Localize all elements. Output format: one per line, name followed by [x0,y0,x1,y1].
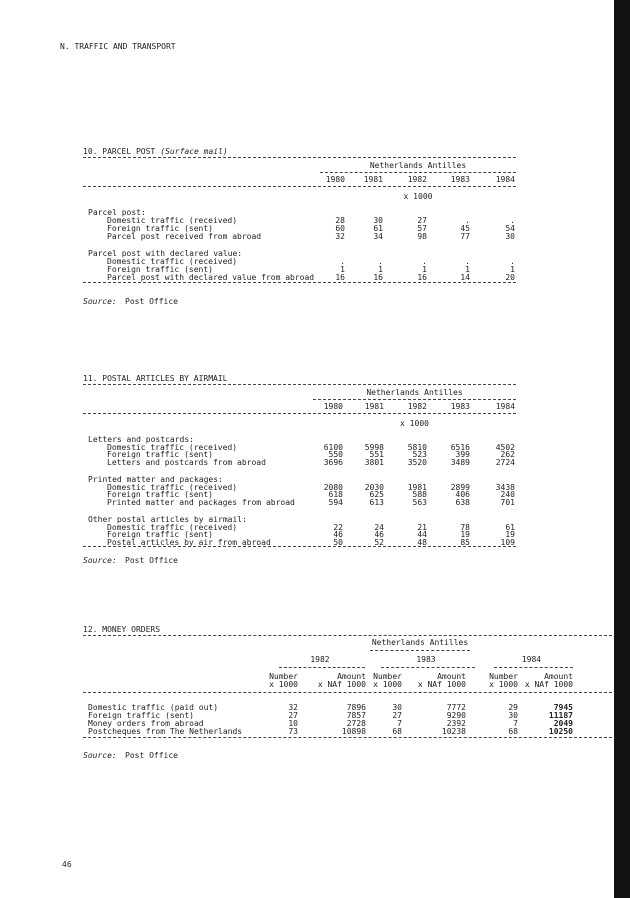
column-header: Number [373,672,402,681]
row-label: Postcheques from The Netherlands [88,727,243,736]
cell-value: 7896 [346,703,366,712]
year-header: 1984 [521,655,542,664]
cell-value: 5810 [407,442,427,452]
page-number: 46 [62,860,72,869]
cell-value: 3696 [323,457,343,467]
cell-value: 27 [417,216,427,225]
cell-value: 613 [369,497,384,507]
year-header: 1982 [310,655,330,664]
row-label: Domestic traffic (received) [107,216,238,225]
cell-value: 2049 [553,719,573,728]
cell-value: 4502 [495,442,515,452]
source-label: Source: [83,297,117,306]
cell-value: . [510,216,515,225]
title-divider [83,635,612,636]
table-title: 12. MONEY ORDERS [83,625,161,634]
title-divider [83,384,516,385]
unit-label: x 1000 [403,192,433,201]
cell-value: 7 [397,719,402,728]
cell-value: 2899 [450,482,470,492]
cell-value: 10238 [441,727,466,736]
year-header: 1982 [407,175,427,184]
row-label: Foreign traffic (sent) [107,490,213,499]
cell-value: 20 [505,273,515,282]
header-divider [83,186,516,187]
group-header: Netherlands Antilles [371,638,469,647]
cell-value: 406 [455,490,470,499]
cell-value: 30 [373,216,383,225]
cell-value: 24 [374,522,384,532]
cell-value: 625 [369,490,384,499]
group-header: Netherlands Antilles [366,388,463,397]
source-text: Post Office [125,751,178,760]
group-header: Netherlands Antilles [369,161,467,170]
source-text: Post Office [125,556,178,565]
title-divider [83,157,516,158]
column-header: Amount [337,672,366,681]
cell-value: 551 [369,450,384,459]
cell-value: 61 [373,224,383,233]
cell-value: 399 [455,450,470,459]
source-text: Post Office [125,297,178,306]
row-label: Foreign traffic (sent) [107,265,213,274]
section-label: Parcel post with declared value: [88,249,243,258]
cell-value: 262 [500,450,515,459]
cell-value: 563 [412,497,427,507]
cell-value: 30 [508,711,518,720]
cell-value: 21 [417,522,427,532]
cell-value: . [465,257,470,266]
cell-value: 1 [510,265,515,274]
table-title-suffix: (Surface mail) [160,147,228,156]
year-divider [279,667,365,668]
year-header: 1983 [450,175,470,184]
header-divider [83,413,516,414]
cell-value: 2728 [346,719,366,728]
column-unit: x 1000 [489,680,518,689]
cell-value: 11187 [548,711,573,720]
cell-value: 6100 [323,442,343,452]
cell-value: 52 [374,537,384,547]
cell-value: 109 [500,537,515,547]
cell-value: 50 [333,537,343,547]
cell-value: 701 [500,497,515,507]
year-header: 1981 [364,402,384,411]
row-label: Domestic traffic (received) [107,482,238,492]
table-bottom-divider [83,282,516,283]
cell-value: 19 [505,530,515,539]
cell-value: 30 [505,232,515,241]
cell-value: 73 [288,727,298,736]
cell-value: 550 [328,450,343,459]
cell-value: 523 [412,450,427,459]
section-label: Other postal articles by airmail: [88,515,247,524]
row-label: Foreign traffic (sent) [107,224,213,233]
cell-value: 48 [417,537,427,547]
cell-value: 1981 [407,482,427,492]
cell-value: 16 [373,273,383,282]
source-label: Source: [83,751,117,760]
cell-value: 44 [417,530,427,539]
row-label: Foreign traffic (sent) [107,530,213,539]
cell-value: . [422,257,427,266]
cell-value: 3438 [495,482,515,492]
year-divider [494,667,573,668]
year-header: 1984 [495,175,515,184]
cell-value: . [465,216,470,225]
column-unit: x NAf 1000 [417,680,466,689]
year-header: 1983 [450,402,470,411]
section-label: Printed matter and packages: [88,475,223,484]
cell-value: 60 [335,224,345,233]
cell-value: 68 [392,727,402,736]
column-header: Number [489,672,518,681]
column-header: Amount [544,672,573,681]
cell-value: 34 [373,232,383,241]
cell-value: 28 [335,216,345,225]
cell-value: . [510,257,515,266]
cell-value: 7 [513,719,518,728]
year-header: 1980 [323,402,343,411]
cell-value: 54 [505,224,515,233]
cell-value: 1 [465,265,470,274]
column-unit: x NAf 1000 [317,680,366,689]
table-title: 10. PARCEL POST [83,147,156,156]
cell-value: 78 [460,522,470,532]
row-label: Letters and postcards from abroad [107,457,266,467]
cell-value: 3520 [407,457,427,467]
column-header: Number [269,672,298,681]
cell-value: 5998 [364,442,384,452]
cell-value: 27 [288,711,298,720]
year-divider [381,667,475,668]
row-label: Domestic traffic (received) [107,522,238,532]
row-label: Domestic traffic (received) [107,257,238,266]
cell-value: 27 [392,711,402,720]
cell-value: 19 [460,530,470,539]
cell-value: 10 [288,719,298,728]
year-header: 1984 [495,402,515,411]
row-label: Parcel post with declared value from abroad [107,273,315,282]
cell-value: . [378,257,383,266]
table-bottom-divider [83,546,516,547]
cell-value: 3801 [364,457,384,467]
cell-value: 68 [508,727,518,736]
cell-value: 240 [500,490,515,499]
row-label: Printed matter and packages from abroad [107,497,295,507]
cell-value: 9290 [446,711,466,720]
year-header: 1982 [407,402,427,411]
cell-value: 594 [328,497,343,507]
cell-value: 29 [508,703,518,712]
group-divider [370,650,470,651]
cell-value: 638 [455,497,470,507]
cell-value: 85 [460,537,470,547]
page-header: N. TRAFFIC AND TRANSPORT [60,42,176,51]
scan-edge [614,0,630,898]
row-label: Domestic traffic (paid out) [88,703,219,712]
section-label: Letters and postcards: [88,435,194,444]
group-divider [320,172,516,173]
column-unit: x 1000 [373,680,402,689]
cell-value: 7945 [553,703,573,712]
cell-value: 16 [335,273,345,282]
year-header: 1981 [363,175,383,184]
cell-value: 16 [417,273,427,282]
cell-value: 77 [460,232,470,241]
cell-value: 618 [328,490,343,499]
cell-value: 61 [505,522,515,532]
cell-value: 1 [378,265,383,274]
column-unit: x 1000 [269,680,298,689]
cell-value: 1 [422,265,427,274]
cell-value: 46 [333,530,343,539]
cell-value: 2392 [446,719,466,728]
cell-value: 32 [288,703,298,712]
cell-value: 10898 [341,727,366,736]
row-label: Foreign traffic (sent) [107,450,213,459]
cell-value: 7772 [446,703,466,712]
year-header: 1980 [325,175,345,184]
section-label: Parcel post: [88,208,146,217]
cell-value: 10250 [548,727,573,736]
cell-value: 2030 [364,482,384,492]
cell-value: 7857 [346,711,366,720]
year-header: 1983 [416,655,436,664]
row-label: Postal articles by air from abroad [107,537,271,547]
cell-value: 30 [392,703,402,712]
cell-value: 14 [460,273,470,282]
cell-value: 22 [333,522,343,532]
unit-label: x 1000 [400,419,429,428]
cell-value: 1 [340,265,345,274]
column-header: Amount [437,672,466,681]
row-label: Parcel post received from abroad [107,232,262,241]
cell-value: 46 [374,530,384,539]
table-title: 11. POSTAL ARTICLES BY AIRMAIL [83,374,228,383]
cell-value: 6516 [450,442,470,452]
column-unit: x NAf 1000 [524,680,573,689]
header-divider [83,692,612,693]
source-label: Source: [83,556,117,565]
cell-value: 32 [335,232,345,241]
group-divider [313,399,516,400]
cell-value: 2724 [495,457,515,467]
row-label: Foreign traffic (sent) [88,711,194,720]
cell-value: 2080 [323,482,343,492]
cell-value: 3489 [450,457,470,467]
cell-value: 45 [460,224,470,233]
row-label: Money orders from abroad [88,719,204,728]
cell-value: 98 [417,232,427,241]
cell-value: . [340,257,345,266]
cell-value: 57 [417,224,427,233]
row-label: Domestic traffic (received) [107,442,238,452]
table-bottom-divider [83,737,612,738]
cell-value: 588 [412,490,427,499]
